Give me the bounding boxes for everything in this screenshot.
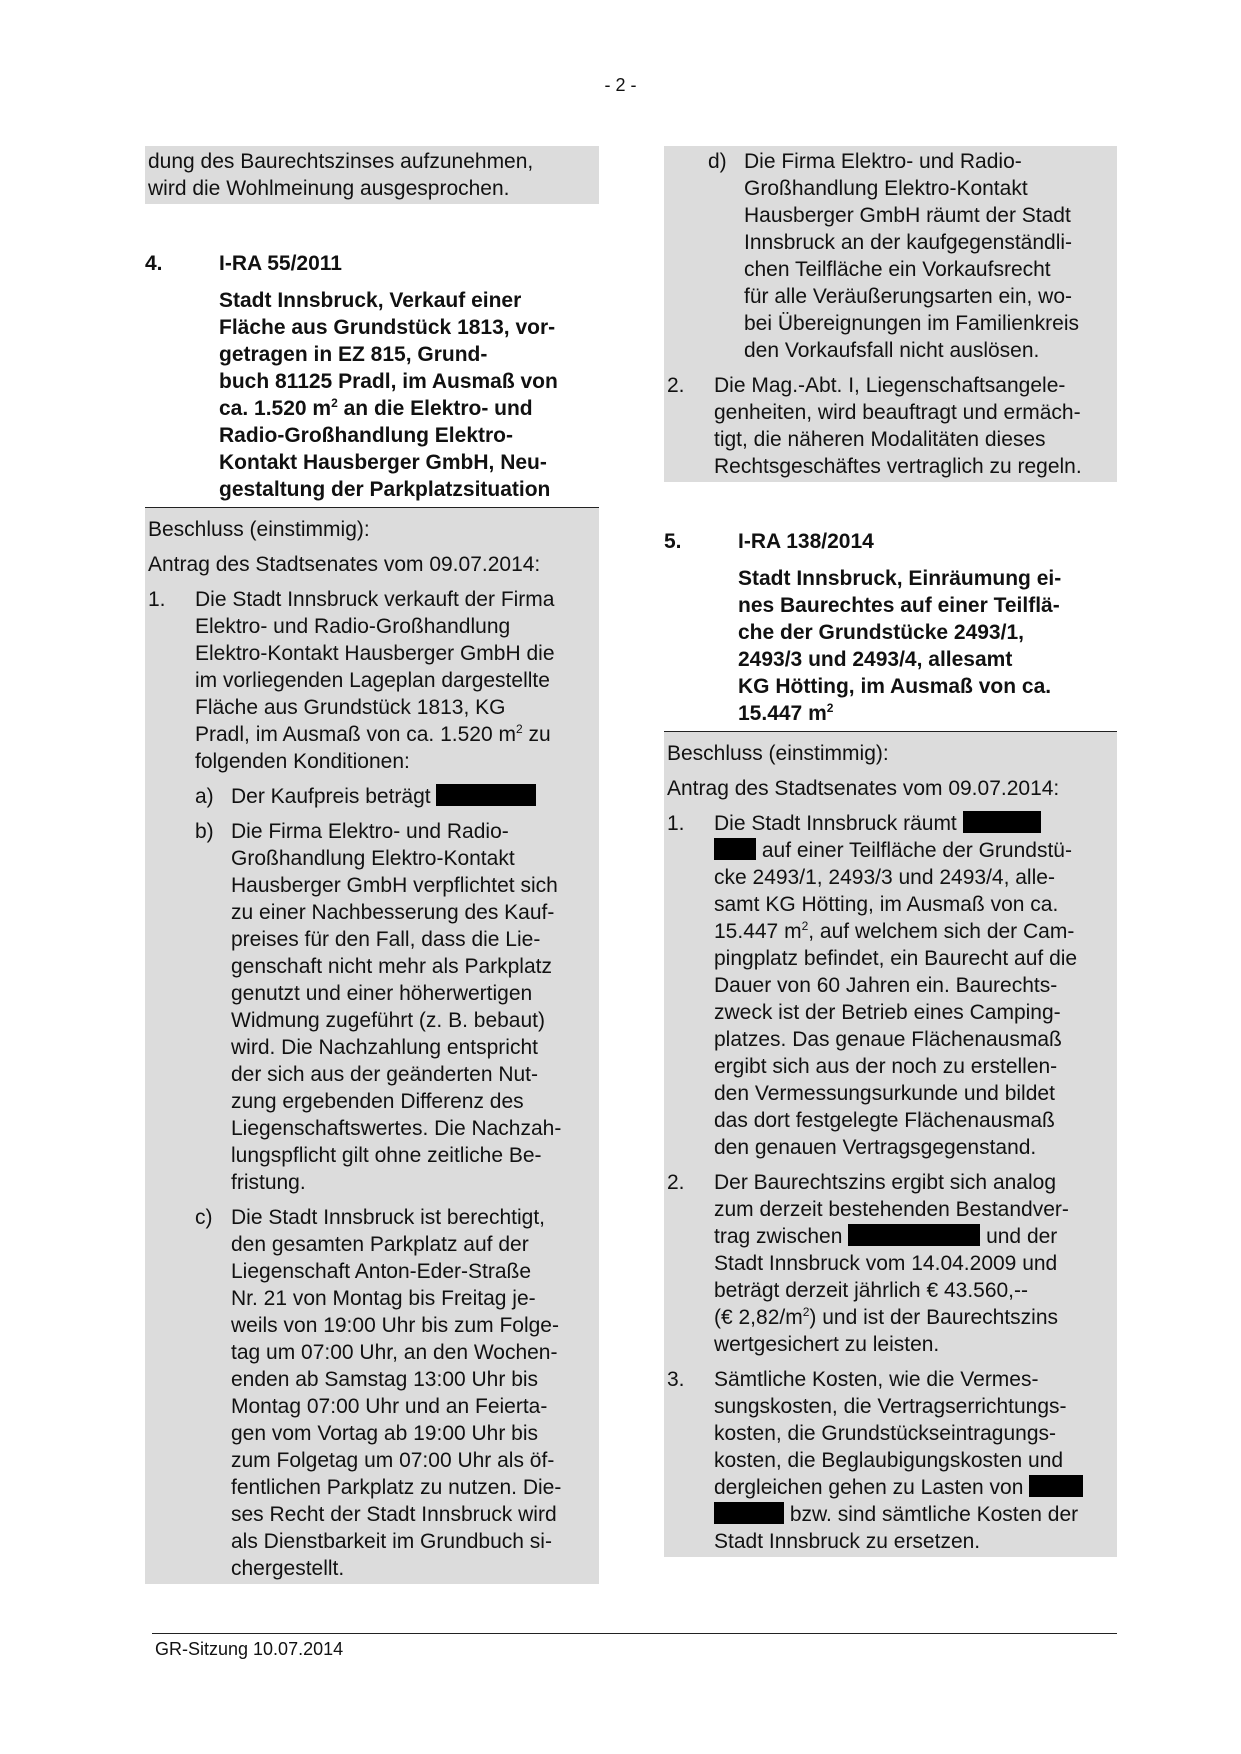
text-line: Fläche aus Grundstück 1813, KG — [195, 696, 506, 719]
sub-item-d — [708, 148, 1114, 364]
sub-item-a — [195, 783, 596, 810]
title-fragment: ca. 1.520 m — [219, 397, 332, 420]
text-fragment: Die Stadt Innsbruck räumt — [714, 812, 957, 835]
item-4-body — [145, 508, 599, 1584]
decision-label: Beschluss (einstimmig): — [148, 518, 370, 541]
text-line — [714, 1474, 1083, 1501]
decision-label: Beschluss (einstimmig): — [667, 742, 889, 765]
item-reference: I-RA 55/2011 — [219, 252, 342, 275]
title-line: che der Grundstücke 2493/1, — [738, 621, 1024, 644]
list-number: 3. — [667, 1368, 685, 1391]
title-line: getragen in EZ 815, Grund- — [219, 343, 488, 366]
text-line — [714, 1501, 1083, 1528]
title-line: 2493/3 und 2493/4, allesamt — [738, 648, 1013, 671]
text-fragment: trag zwischen — [714, 1225, 843, 1248]
text-line: zweck ist der Betrieb eines Camping- — [714, 1001, 1061, 1024]
text-fragment: zu — [522, 723, 551, 746]
text-line: kosten, die Grundstückseintragungs- — [714, 1422, 1057, 1445]
text-line: Widmung zugeführt (z. B. bebaut) — [231, 1009, 545, 1032]
text-line: Der Baurechtszins ergibt sich analog — [714, 1171, 1057, 1194]
text-line: wird die Wohlmeinung ausgesprochen. — [148, 177, 510, 200]
superscript: 2 — [801, 919, 809, 933]
text-line: den gesamten Parkplatz auf der — [231, 1233, 529, 1256]
text-line: chen Teilfläche ein Vorkaufsrecht — [744, 258, 1051, 281]
list-item-1 — [148, 586, 596, 775]
text-fragment: bzw. sind sämtliche Kosten der — [789, 1503, 1079, 1526]
redaction-block — [848, 1224, 980, 1246]
sub-number: a) — [195, 785, 214, 808]
sub-text — [744, 148, 1079, 364]
text-line: Rechtsgeschäftes vertraglich zu regeln. — [714, 455, 1082, 478]
superscript: 2 — [331, 396, 338, 410]
text-line: Stadt Innsbruck vom 14.04.2009 und — [714, 1252, 1058, 1275]
text-line: sungskosten, die Vertragserrichtungs- — [714, 1395, 1067, 1418]
item-number: 4. — [145, 252, 163, 275]
list-item-2 — [667, 372, 1114, 480]
item-4-continuation — [664, 146, 1117, 482]
text-line: tag um 07:00 Uhr, an den Wochen- — [231, 1341, 558, 1364]
text-line: kosten, die Beglaubigungskosten und — [714, 1449, 1064, 1472]
text-line — [714, 837, 1077, 864]
text-line: Elektro-Kontakt Hausberger GmbH die — [195, 642, 555, 665]
text-line: folgenden Konditionen: — [195, 750, 410, 773]
text-fragment: dergleichen gehen zu Lasten von — [714, 1476, 1024, 1499]
redaction-block — [963, 811, 1041, 833]
sub-item-c — [195, 1204, 596, 1582]
text-line: Stadt Innsbruck zu ersetzen. — [714, 1530, 981, 1553]
sub-number: d) — [708, 150, 727, 173]
title-line — [738, 700, 1117, 727]
text-fragment: auf einer Teilfläche der Grundstü- — [761, 839, 1072, 862]
text-fragment: 15.447 m — [714, 920, 802, 943]
title-line: KG Hötting, im Ausmaß von ca. — [738, 675, 1052, 698]
list-text — [714, 1169, 1069, 1358]
text-line: zum Folgetag um 07:00 Uhr als öf- — [231, 1449, 555, 1472]
text-line: genutzt und einer höherwertigen — [231, 982, 533, 1005]
right-column — [664, 146, 1117, 1557]
list-number: 1. — [667, 812, 685, 835]
text-line — [714, 918, 1077, 945]
text-line: beträgt derzeit jährlich € 43.560,-- — [714, 1279, 1029, 1302]
text-line: Elektro- und Radio-Großhandlung — [195, 615, 511, 638]
text-line: Hausberger GmbH verpflichtet sich — [231, 874, 558, 897]
text-line: im vorliegenden Lageplan dargestellte — [195, 669, 550, 692]
text-line: platzes. Das genaue Flächenausmaß — [714, 1028, 1062, 1051]
text-line: den Vermessungsurkunde und bildet — [714, 1082, 1055, 1105]
text-line — [714, 1304, 1069, 1331]
item-4-heading — [145, 250, 599, 277]
list-text — [195, 586, 555, 775]
text-line — [714, 810, 1077, 837]
text-line: Die Firma Elektro- und Radio- — [744, 150, 1022, 173]
text-line: den Vorkaufsfall nicht auslösen. — [744, 339, 1040, 362]
text-line: Liegenschaft Anton-Eder-Straße — [231, 1260, 532, 1283]
text-line: Die Stadt Innsbruck ist berechtigt, — [231, 1206, 545, 1229]
text-line: tigt, die näheren Modalitäten dieses — [714, 428, 1046, 451]
title-fragment: an die Elektro- und — [337, 397, 533, 420]
text-line: Liegenschaftswertes. Die Nachzah- — [231, 1117, 562, 1140]
item-5-body — [664, 732, 1117, 1557]
title-line: Stadt Innsbruck, Einräumung ei- — [738, 567, 1062, 590]
text-line: Nr. 21 von Montag bis Freitag je- — [231, 1287, 536, 1310]
redaction-block — [714, 838, 756, 860]
text-line: weils von 19:00 Uhr bis zum Folge- — [231, 1314, 559, 1337]
text-line: ses Recht der Stadt Innsbruck wird — [231, 1503, 557, 1526]
motion-label: Antrag des Stadtsenates vom 09.07.2014: — [667, 777, 1060, 800]
list-number: 2. — [667, 374, 685, 397]
title-line — [219, 395, 599, 422]
text-line — [195, 721, 555, 748]
item-5-title — [738, 565, 1117, 731]
text-line: fentlichen Parkplatz zu nutzen. Die- — [231, 1476, 562, 1499]
item-4-title — [219, 287, 599, 507]
text-line: als Dienstbarkeit im Grundbuch si- — [231, 1530, 552, 1553]
text-fragment: Pradl, im Ausmaß von ca. 1.520 m — [195, 723, 516, 746]
text-line: Sämtliche Kosten, wie die Vermes- — [714, 1368, 1039, 1391]
text-line: wird. Die Nachzahlung entspricht — [231, 1036, 538, 1059]
text-fragment: , auf welchem sich der Cam- — [808, 920, 1075, 943]
text-line: dung des Baurechtszinses aufzunehmen, — [148, 150, 534, 173]
list-text — [714, 810, 1077, 1161]
text-line: Hausberger GmbH räumt der Stadt — [744, 204, 1071, 227]
text-line: zung ergebenden Differenz des — [231, 1090, 524, 1113]
title-line: nes Baurechtes auf einer Teilflä- — [738, 594, 1060, 617]
footer-text: GR-Sitzung 10.07.2014 — [155, 1639, 344, 1659]
item-5-heading — [664, 528, 1117, 555]
text-line: Die Mag.-Abt. I, Liegenschaftsangele- — [714, 374, 1066, 397]
redaction-block — [1029, 1475, 1083, 1497]
text-line: pingplatz befindet, ein Baurecht auf die — [714, 947, 1078, 970]
text-line — [231, 783, 536, 810]
text-line: chergestellt. — [231, 1557, 345, 1580]
text-line: der sich aus der geänderten Nut- — [231, 1063, 539, 1086]
text-line: zum derzeit bestehenden Bestandver- — [714, 1198, 1069, 1221]
item-4-title-block — [145, 287, 599, 508]
text-line: gen vom Vortag ab 19:00 Uhr bis — [231, 1422, 539, 1445]
text-line: Montag 07:00 Uhr und an Feierta- — [231, 1395, 548, 1418]
list-item-1 — [667, 810, 1114, 1161]
text-line: lungspflicht gilt ohne zeitliche Be- — [231, 1144, 542, 1167]
text-line: samt KG Hötting, im Ausmaß von ca. — [714, 893, 1059, 916]
text-line: Großhandlung Elektro-Kontakt — [231, 847, 515, 870]
text-line: genheiten, wird beauftragt und ermäch- — [714, 401, 1081, 424]
text-line: Großhandlung Elektro-Kontakt — [744, 177, 1028, 200]
text-line: das dort festgelegte Flächenausmaß — [714, 1109, 1055, 1132]
text-line: preises für den Fall, dass die Lie- — [231, 928, 541, 951]
sub-number: b) — [195, 820, 214, 843]
text-line: cke 2493/1, 2493/3 und 2493/4, alle- — [714, 866, 1055, 889]
text-line: Dauer von 60 Jahren ein. Baurechts- — [714, 974, 1058, 997]
sub-text — [231, 1204, 561, 1582]
item-reference: I-RA 138/2014 — [738, 530, 874, 553]
footer-rule — [152, 1633, 1117, 1634]
list-number: 1. — [148, 588, 166, 611]
redaction-block — [436, 784, 536, 806]
text-line: ergibt sich aus der noch zu erstellen- — [714, 1055, 1058, 1078]
page-number: - 2 - — [604, 75, 637, 95]
text-line: fristung. — [231, 1171, 306, 1194]
item-number: 5. — [664, 530, 682, 553]
text-line: Die Stadt Innsbruck verkauft der Firma — [195, 588, 555, 611]
intro-paragraph — [145, 146, 599, 204]
list-number: 2. — [667, 1171, 685, 1194]
sub-item-b — [195, 818, 596, 1196]
left-column — [145, 146, 599, 1584]
title-line: gestaltung der Parkplatzsituation — [219, 478, 551, 501]
text-line: enden ab Samstag 13:00 Uhr bis — [231, 1368, 539, 1391]
text-fragment: und der — [986, 1225, 1058, 1248]
sub-number: c) — [195, 1206, 213, 1229]
list-item-3 — [667, 1366, 1114, 1555]
text-line: genschaft nicht mehr als Parkplatz — [231, 955, 552, 978]
title-line: buch 81125 Pradl, im Ausmaß von — [219, 370, 558, 393]
title-line: Fläche aus Grundstück 1813, vor- — [219, 316, 556, 339]
text-line: für alle Veräußerungsarten ein, wo- — [744, 285, 1073, 308]
text-line: bei Übereignungen im Familienkreis — [744, 312, 1079, 335]
text-line: Die Firma Elektro- und Radio- — [231, 820, 509, 843]
title-fragment: 15.447 m — [738, 702, 827, 725]
list-item-2 — [667, 1169, 1114, 1358]
list-text — [714, 372, 1082, 480]
list-text — [714, 1366, 1083, 1555]
text-line: zu einer Nachbesserung des Kauf- — [231, 901, 555, 924]
sub-text — [231, 818, 561, 1196]
text-line: den genauen Vertragsgegenstand. — [714, 1136, 1037, 1159]
text-line: wertgesichert zu leisten. — [714, 1333, 940, 1356]
title-line: Kontakt Hausberger GmbH, Neu- — [219, 451, 547, 474]
motion-label: Antrag des Stadtsenates vom 09.07.2014: — [148, 553, 541, 576]
item-5-title-block — [664, 565, 1117, 732]
title-line: Stadt Innsbruck, Verkauf einer — [219, 289, 522, 312]
text-fragment: (€ 2,82/m — [714, 1306, 803, 1329]
text-fragment: Der Kaufpreis beträgt — [231, 785, 431, 808]
superscript: 2 — [826, 701, 834, 715]
title-line: Radio-Großhandlung Elektro- — [219, 424, 513, 447]
text-fragment: ) und ist der Baurechtszins — [809, 1306, 1059, 1329]
text-line: Innsbruck an der kaufgegenständli- — [744, 231, 1073, 254]
redaction-block — [714, 1502, 784, 1524]
text-line — [714, 1223, 1069, 1250]
superscript: 2 — [515, 722, 523, 736]
superscript: 2 — [802, 1305, 810, 1319]
